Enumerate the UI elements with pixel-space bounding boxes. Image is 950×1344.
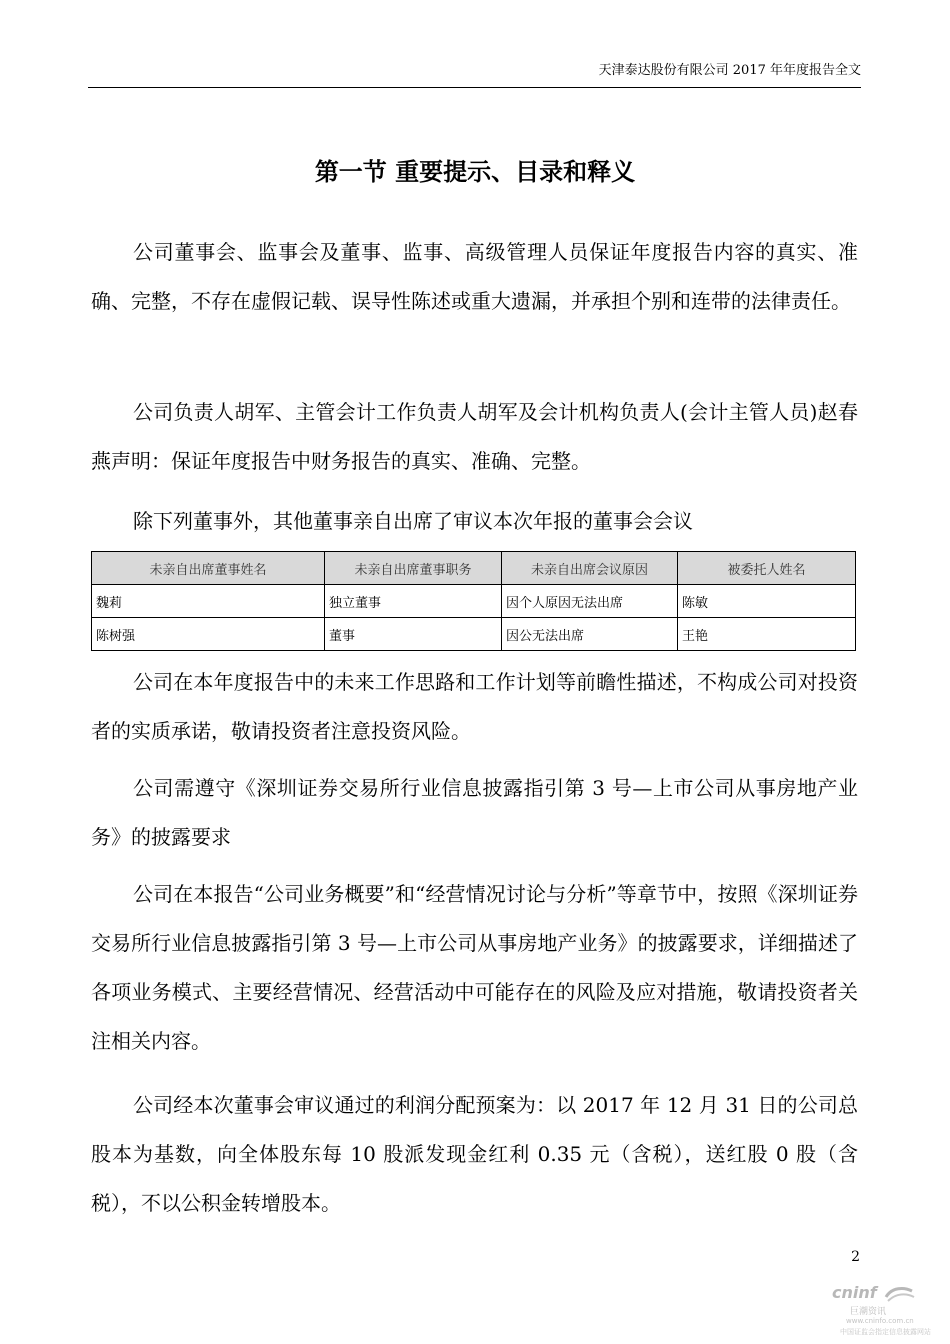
table-cell: 因公无法出席 [502,618,678,651]
table-header-row [92,552,856,585]
paragraph-disclosure-details: 公司在本报告“公司业务概要”和“经营情况讨论与分析”等章节中，按照《深圳证券交易所行业信息披露指引第 3 号—上市公司从事房地产业务》的披露要求，详细描述了各项业务模式、主要经营情况、经营活动中可能存在的风险及应对措施，敬请投资者关注相关内容。 [91,882,858,1053]
table-cell: 王艳 [678,618,856,651]
table-cell: 陈敏 [678,585,856,618]
logo-brand: cninf [832,1283,877,1302]
table-row [92,618,856,651]
table-cell: 陈树强 [92,618,325,651]
paragraph-responsibility: 公司董事会、监事会及董事、监事、高级管理人员保证年度报告内容的真实、准确、完整，不存在虚假记载、误导性陈述或重大遗漏，并承担个别和连带的法律责任。 [91,240,858,313]
logo-subtitle: 巨潮资讯 [850,1307,887,1317]
absent-directors-table [91,551,856,651]
table-cell: 因个人原因无法出席 [502,585,678,618]
table-cell: 独立董事 [325,585,502,618]
table-cell: 魏莉 [92,585,325,618]
paragraph-profit-distribution: 公司经本次董事会审议通过的利润分配预案为：以 2017 年 12 月 31 日的公司总股本为基数，向全体股东每 10 股派发现金红利 0.35 元（含税），送红股 0 股（含税），不以公积金转增股本。 [91,1093,858,1215]
table-header-cell: 被委托人姓名 [678,552,856,585]
paragraph-financial-statement: 公司负责人胡军、主管会计工作负责人胡军及会计机构负责人(会计主管人员)赵春燕声明：保证年度报告中财务报告的真实、准确、完整。 [91,400,858,473]
table-header-cell: 未亲自出席董事职务 [325,552,502,585]
logo-footer: 中国证监会指定信息披露网站 [840,1328,931,1336]
table-header-cell: 未亲自出席董事姓名 [92,552,325,585]
header-rule [88,87,861,88]
section-title: 第一节 重要提示、目录和释义 [314,157,636,186]
page-number: 2 [851,1249,860,1265]
logo-url: www.cninfo.com.cn [846,1317,914,1325]
table-row [92,585,856,618]
table-cell: 董事 [325,618,502,651]
paragraph-disclosure-requirement: 公司需遵守《深圳证券交易所行业信息披露指引第 3 号—上市公司从事房地产业务》的披露要求 [91,776,858,849]
cninfo-watermark-logo [832,1283,938,1339]
paragraph-forward-looking: 公司在本年度报告中的未来工作思路和工作计划等前瞻性描述，不构成公司对投资者的实质承诺，敬请投资者注意投资风险。 [91,670,858,743]
swirl-icon [882,1285,916,1303]
page-header: 天津泰达股份有限公司 2017 年年度报告全文 [598,63,861,78]
table-header-cell: 未亲自出席会议原因 [502,552,678,585]
paragraph-absent-directors: 除下列董事外，其他董事亲自出席了审议本次年报的董事会会议 [133,509,693,533]
